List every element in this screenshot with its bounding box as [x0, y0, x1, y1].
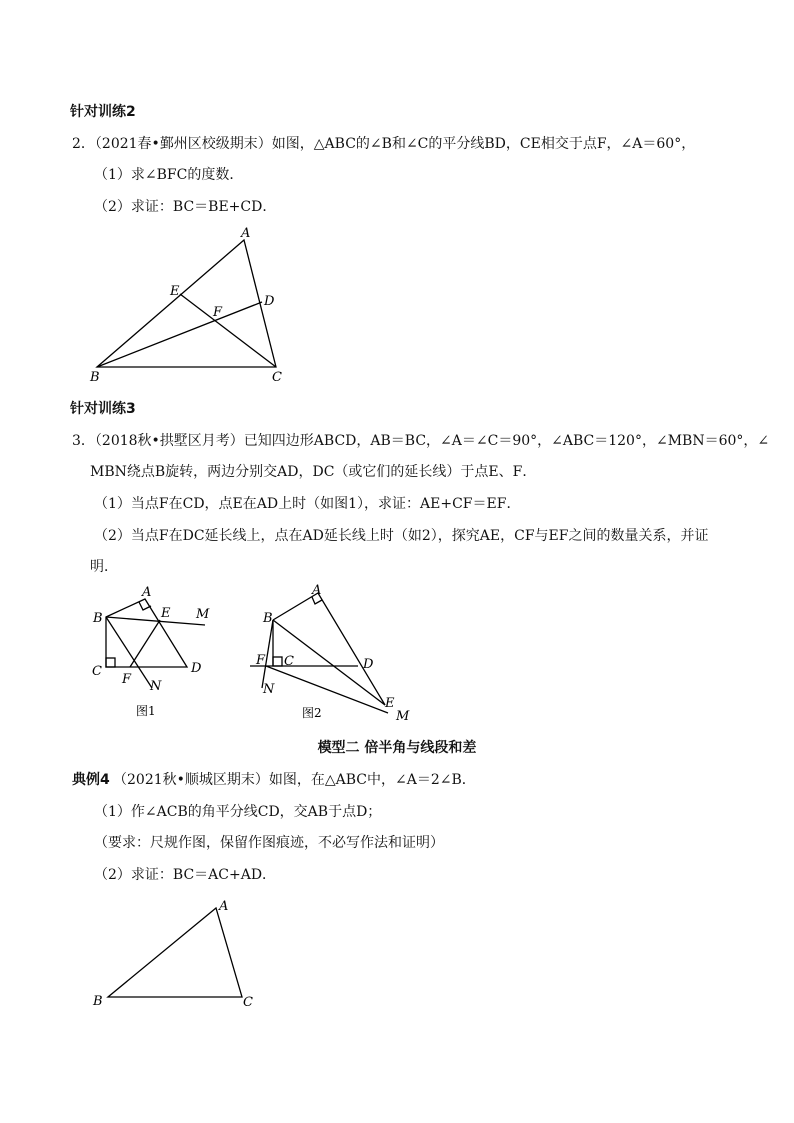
fig2-label-F: F [256, 653, 266, 668]
fig2-label-N: N [263, 682, 275, 697]
ex4-label-C: C [243, 995, 253, 1010]
practice2-question-1: （1）求∠BFC的度数． [94, 167, 244, 183]
fig1-label-F: F [122, 672, 132, 687]
label-D: D [264, 294, 275, 309]
fig2-label-M: M [396, 709, 410, 724]
model-title: 模型二 倍半角与线段和差 [317, 740, 477, 756]
label-E: E [170, 284, 180, 299]
fig2-label-D: D [363, 657, 374, 672]
fig1-label-C: C [92, 664, 102, 679]
ex4-label-A: A [219, 899, 229, 914]
fig2-label-B: B [263, 611, 273, 626]
fig2-label-A: A [312, 583, 322, 598]
practice2-problem: 2．（2021春•鄞州区校级期末）如图，△ABC的∠B和∠C的平分线BD，CE相交于点F，∠A＝60°， [72, 136, 696, 152]
example4-question-1: （1）作∠ACB的角平分线CD，交AB于点D； [94, 804, 382, 820]
practice2-question-2: （2）求证：BC＝BE+CD． [94, 199, 277, 215]
practice3-question-2-line1: （2）当点F在DC延长线上，点在AD延长线上时（如2），探究AE，CF与EF之间的数量关系，并证 [94, 528, 709, 544]
fig2-label-E: E [385, 696, 395, 711]
practice3-title: 针对训练3 [70, 401, 136, 417]
example4-question-2: （2）求证：BC＝AC+AD． [94, 867, 277, 883]
practice3-question-1: （1）当点F在CD，点E在AD上时（如图1），求证：AE+CF＝EF． [94, 496, 521, 512]
ex4-label-B: B [93, 994, 103, 1009]
practice2-title: 针对训练2 [70, 104, 136, 120]
fig1-caption: 图1 [136, 704, 156, 718]
label-F: F [213, 305, 223, 320]
example4-label: 典例4 [72, 772, 110, 788]
fig1-label-B: B [93, 611, 103, 626]
example4-requirement: （要求：尺规作图，保留作图痕迹，不必写作法和证明） [94, 835, 444, 851]
label-A: A [241, 226, 251, 241]
fig1-label-D: D [191, 661, 202, 676]
label-C: C [272, 370, 282, 385]
fig2-label-C: C [284, 654, 294, 669]
fig2-caption: 图2 [302, 706, 322, 720]
practice3-problem-line1: 3．（2018秋•拱墅区月考）已知四边形ABCD，AB＝BC，∠A＝∠C＝90°，∠ABC＝120°，∠MBN＝60°，∠ [72, 433, 770, 449]
fig1-label-E: E [161, 606, 171, 621]
example4-problem: （2021秋•顺城区期末）如图，在△ABC中，∠A＝2∠B． [113, 772, 476, 788]
practice3-question-2-line2: 明． [90, 559, 118, 575]
fig1-label-M: M [196, 607, 210, 622]
fig1-label-N: N [150, 679, 162, 694]
label-B: B [90, 370, 100, 385]
fig1-label-A: A [142, 585, 152, 600]
practice3-problem-line2: MBN绕点B旋转，两边分别交AD，DC（或它们的延长线）于点E、F． [90, 464, 537, 480]
